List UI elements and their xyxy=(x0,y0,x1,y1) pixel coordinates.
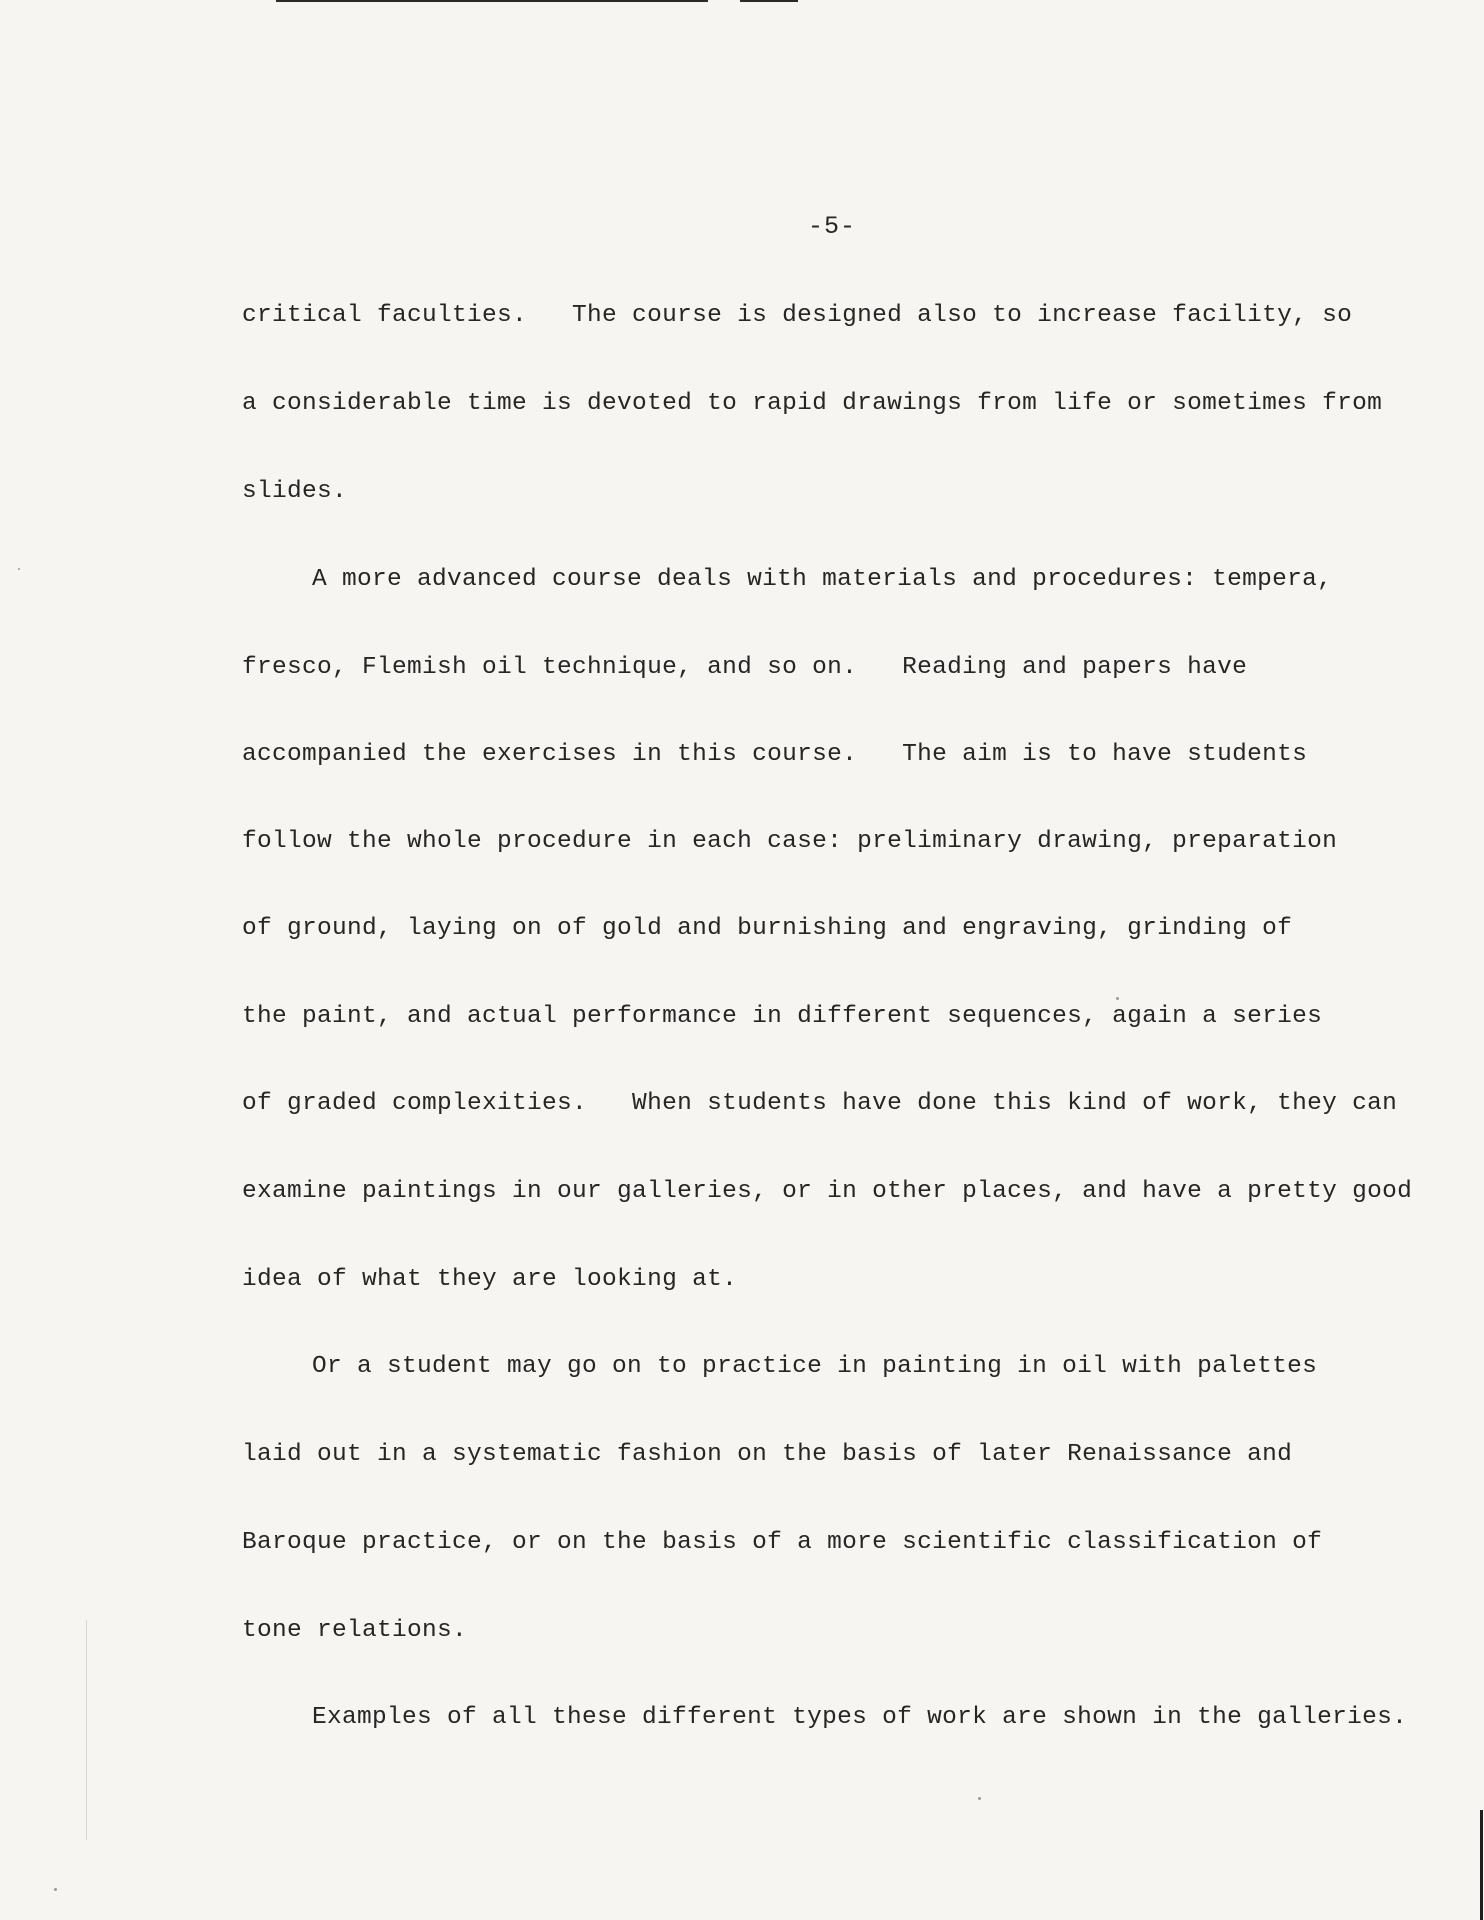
body-text-line: accompanied the exercises in this course. The aim is to have students xyxy=(242,741,1308,768)
body-text-line: slides. xyxy=(242,478,348,505)
body-text-line: follow the whole procedure in each case: preliminary drawing, preparation xyxy=(242,828,1338,855)
scan-speck xyxy=(18,568,20,570)
body-text-line: tone relations. xyxy=(242,1617,468,1644)
scan-edge-rule xyxy=(276,0,708,2)
body-text-line: of graded complexities. When students have done this kind of work, they can xyxy=(242,1090,1398,1117)
page-number: -5- xyxy=(807,212,856,241)
body-text-line: Baroque practice, or on the basis of a more scientific classification of xyxy=(242,1529,1323,1556)
body-text-line: fresco, Flemish oil technique, and so on. Reading and papers have xyxy=(242,654,1248,681)
body-text-line: Or a student may go on to practice in painting in oil with palettes xyxy=(312,1353,1318,1380)
scan-edge-bar xyxy=(1480,1810,1483,1920)
body-text-line: Examples of all these different types of work are shown in the galleries. xyxy=(312,1704,1408,1731)
body-text-line: the paint, and actual performance in different sequences, again a series xyxy=(242,1003,1323,1030)
body-text-line: idea of what they are looking at. xyxy=(242,1266,738,1293)
scan-speck xyxy=(978,1797,981,1800)
scan-shadow xyxy=(86,1620,87,1840)
body-text-line: a considerable time is devoted to rapid drawings from life or sometimes from xyxy=(242,390,1383,417)
body-text-line: A more advanced course deals with materials and procedures: tempera, xyxy=(312,566,1333,593)
scan-speck xyxy=(1116,997,1119,1000)
scan-edge-rule xyxy=(740,0,798,2)
body-text-line: examine paintings in our galleries, or in other places, and have a pretty good xyxy=(242,1178,1413,1205)
scan-speck xyxy=(54,1888,57,1891)
body-text-line: laid out in a systematic fashion on the basis of later Renaissance and xyxy=(242,1441,1293,1468)
body-text-line: critical faculties. The course is designed also to increase facility, so xyxy=(242,302,1353,329)
body-text-line: of ground, laying on of gold and burnishing and engraving, grinding of xyxy=(242,915,1293,942)
